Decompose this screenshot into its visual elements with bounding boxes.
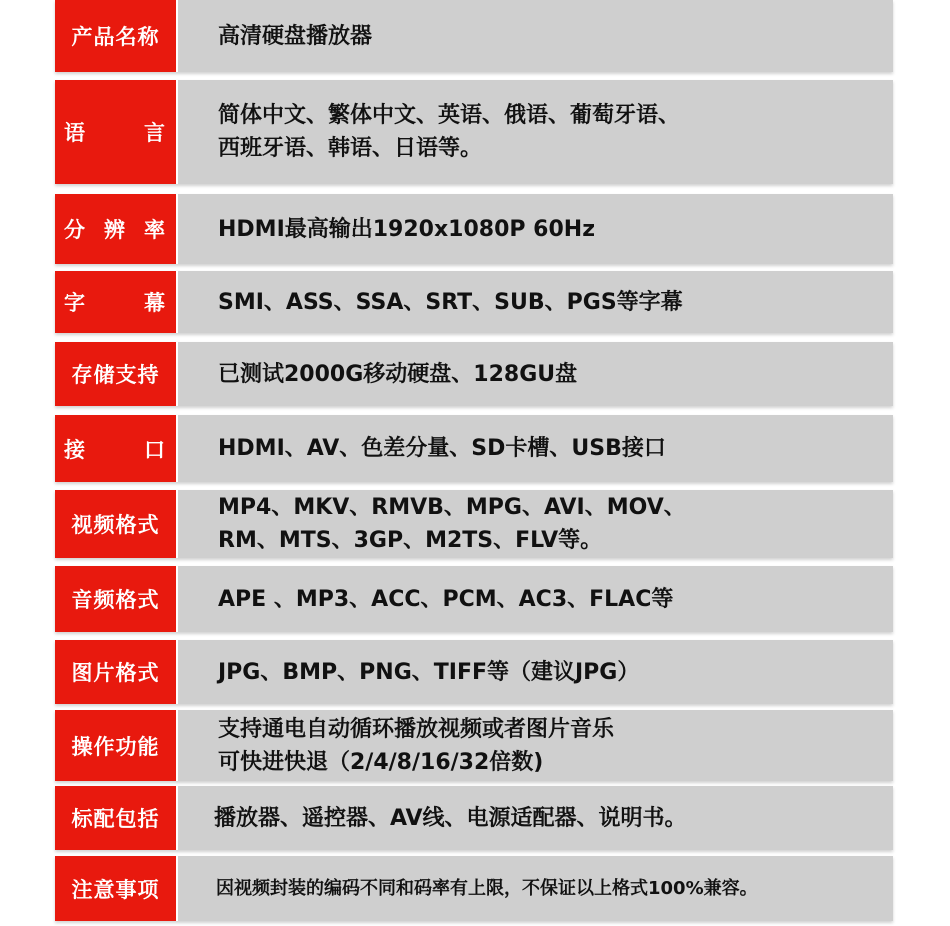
spec-label <box>55 415 176 482</box>
spec-value: 简体中文、繁体中文、英语、俄语、葡萄牙语、 西班牙语、韩语、日语等。 <box>178 80 893 184</box>
spec-row-audio-formats <box>55 566 893 632</box>
spec-label: 图片格式 <box>55 640 176 704</box>
spec-value: 已测试2000G移动硬盘、128GU盘 <box>178 342 893 406</box>
spec-label-char: 口 <box>144 437 166 462</box>
spec-label-char: 字 <box>64 291 86 315</box>
spec-label-char: 率 <box>144 218 166 242</box>
spec-value: HDMI、AV、色差分量、SD卡槽、USB接口 <box>178 415 893 482</box>
spec-label-char: 接 <box>64 437 86 462</box>
spec-value: APE 、MP3、ACC、PCM、AC3、FLAC等 <box>178 566 893 632</box>
spec-label-char: 言 <box>144 121 166 145</box>
spec-value: 高清硬盘播放器 <box>178 0 893 72</box>
spec-row-image-formats <box>55 640 893 704</box>
spec-value: HDMI最高输出1920x1080P 60Hz <box>178 194 893 264</box>
spec-value: 播放器、遥控器、AV线、电源适配器、说明书。 <box>178 786 893 850</box>
spec-label: 产品名称 <box>55 0 176 72</box>
spec-label: 注意事项 <box>55 856 176 921</box>
spec-label <box>55 194 176 264</box>
spec-label-char: 幕 <box>144 291 166 315</box>
spec-row-resolution <box>55 194 893 264</box>
spec-label: 操作功能 <box>55 710 176 781</box>
spec-label-char: 语 <box>64 121 86 145</box>
spec-row-storage <box>55 342 893 406</box>
spec-value: JPG、BMP、PNG、TIFF等（建议JPG） <box>178 640 893 704</box>
spec-label: 视频格式 <box>55 490 176 558</box>
spec-label <box>55 80 176 184</box>
spec-row-operations <box>55 710 893 781</box>
spec-label <box>55 271 176 333</box>
spec-row-video-formats <box>55 490 893 558</box>
spec-value: MP4、MKV、RMVB、MPG、AVI、MOV、 RM、MTS、3GP、M2TS、FLV等。 <box>178 490 893 558</box>
spec-row-subtitles <box>55 271 893 333</box>
spec-label: 存储支持 <box>55 342 176 406</box>
spec-label: 音频格式 <box>55 566 176 632</box>
spec-label-char: 分 <box>64 218 86 242</box>
spec-row-interfaces <box>55 415 893 482</box>
spec-row-notes <box>55 856 893 921</box>
spec-label-char: 辨 <box>104 218 126 242</box>
spec-label: 标配包括 <box>55 786 176 850</box>
spec-row-package-contents <box>55 786 893 850</box>
spec-value: 支持通电自动循环播放视频或者图片音乐 可快进快退（2/4/8/16/32倍数) <box>178 710 893 781</box>
spec-value: SMI、ASS、SSA、SRT、SUB、PGS等字幕 <box>178 271 893 333</box>
spec-row-language <box>55 80 893 184</box>
spec-row-product-name <box>55 0 893 72</box>
spec-value: 因视频封装的编码不同和码率有上限，不保证以上格式100%兼容。 <box>178 856 893 921</box>
